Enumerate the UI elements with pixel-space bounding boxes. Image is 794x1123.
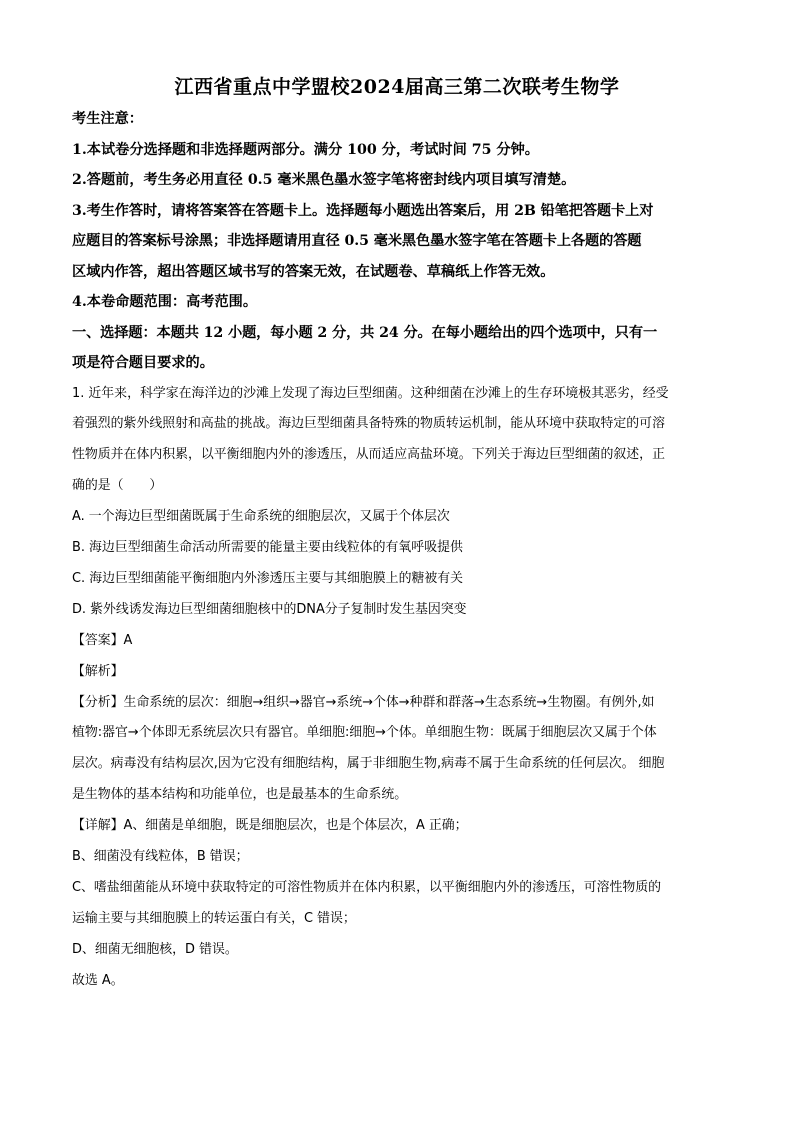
notice-item-4: 4.本卷命题范围：高考范围。 [72, 294, 258, 310]
option-b: B. 海边巨型细菌生命活动所需要的能量主要由线粒体的有氧呼吸提供 [72, 540, 463, 556]
detail-line: D、细菌无细胞核，D 错误。 [72, 941, 238, 957]
notice-item-3-line-1: 3.考生作答时，请将答案答在答题卡上。选择题每小题选出答案后，用 2B 铅笔把答题卡上对 [72, 202, 654, 219]
notice-item-1: 1.本试卷分选择题和非选择题两部分。满分 100 分，考试时间 75 分钟。 [72, 141, 539, 158]
section-heading-line-2: 项是符合题目要求的。 [72, 355, 214, 371]
notice-heading: 考生注意： [72, 111, 143, 127]
conclusion-line: 故选 A。 [72, 972, 124, 988]
option-d: D. 紫外线诱发海边巨型细菌细胞核中的DNA分子复制时发生基因突变 [72, 601, 467, 617]
question-stem-line: 1. 近年来，科学家在海洋边的沙滩上发现了海边巨型细菌。这种细菌在沙滩上的生存环境极其恶劣，经受 [72, 385, 669, 401]
section-heading-line-1: 一、选择题：本题共 12 小题，每小题 2 分，共 24 分。在每小题给出的四个选项中，只有一 [72, 324, 658, 341]
analysis-heading: 【解析】 [72, 663, 124, 679]
question-stem-line: 确的是（ ） [72, 478, 163, 494]
question-stem-line: 性物质并在体内积累，以平衡细胞内外的渗透压，从而适应高盐环境。下列关于海边巨型细菌的叙述，正 [72, 447, 665, 463]
detail-line: B、细菌没有线粒体，B 错误； [72, 849, 249, 865]
detail-line: 运输主要与其细胞膜上的转运蛋白有关，C 错误； [72, 910, 356, 926]
notice-item-3-line-2: 应题目的答案标号涂黑；非选择题请用直径 0.5 毫米黑色墨水签字笔在答题卡上各题的答题 [72, 233, 642, 249]
analysis-line: 层次。病毒没有结构层次,因为它没有细胞结构，属于非细胞生物,病毒不属于生命系统的任何层次。 细胞 [72, 756, 665, 772]
document-title: 江西省重点中学盟校2024届高三第二次联考生物学 [174, 76, 620, 98]
answer-label: 【答案】A [72, 632, 133, 648]
analysis-line: 植物:器官→个体即无系统层次只有器官。单细胞:细胞→个体。单细胞生物：既属于细胞层次又属于个体 [72, 725, 657, 741]
analysis-line: 【分析】生命系统的层次：细胞→组织→器官→系统→个体→种群和群落→生态系统→生物圈。有例外,如 [72, 694, 655, 710]
analysis-line: 是生物体的基本结构和功能单位，也是最基本的生命系统。 [72, 787, 408, 803]
question-stem-line: 着强烈的紫外线照射和高盐的挑战。海边巨型细菌具备特殊的物质转运机制，能从环境中获取特定的可溶 [72, 416, 665, 432]
option-c: C. 海边巨型细菌能平衡细胞内外渗透压主要与其细胞膜上的糖被有关 [72, 570, 464, 586]
detail-line: C、嗜盐细菌能从环境中获取特定的可溶性物质并在体内积累，以平衡细胞内外的渗透压，可溶性物质的 [72, 880, 662, 895]
detail-line: 【详解】A、细菌是单细胞，既是细胞层次，也是个体层次，A 正确； [72, 818, 468, 834]
notice-item-3-line-3: 区域内作答，超出答题区域书写的答案无效，在试题卷、草稿纸上作答无效。 [72, 263, 555, 280]
document-body [72, 104, 728, 997]
option-a: A. 一个海边巨型细菌既属于生命系统的细胞层次，又属于个体层次 [72, 509, 450, 525]
notice-item-2: 2.答题前，考生务必用直径 0.5 毫米黑色墨水签字笔将密封线内项目填写清楚。 [72, 172, 576, 188]
